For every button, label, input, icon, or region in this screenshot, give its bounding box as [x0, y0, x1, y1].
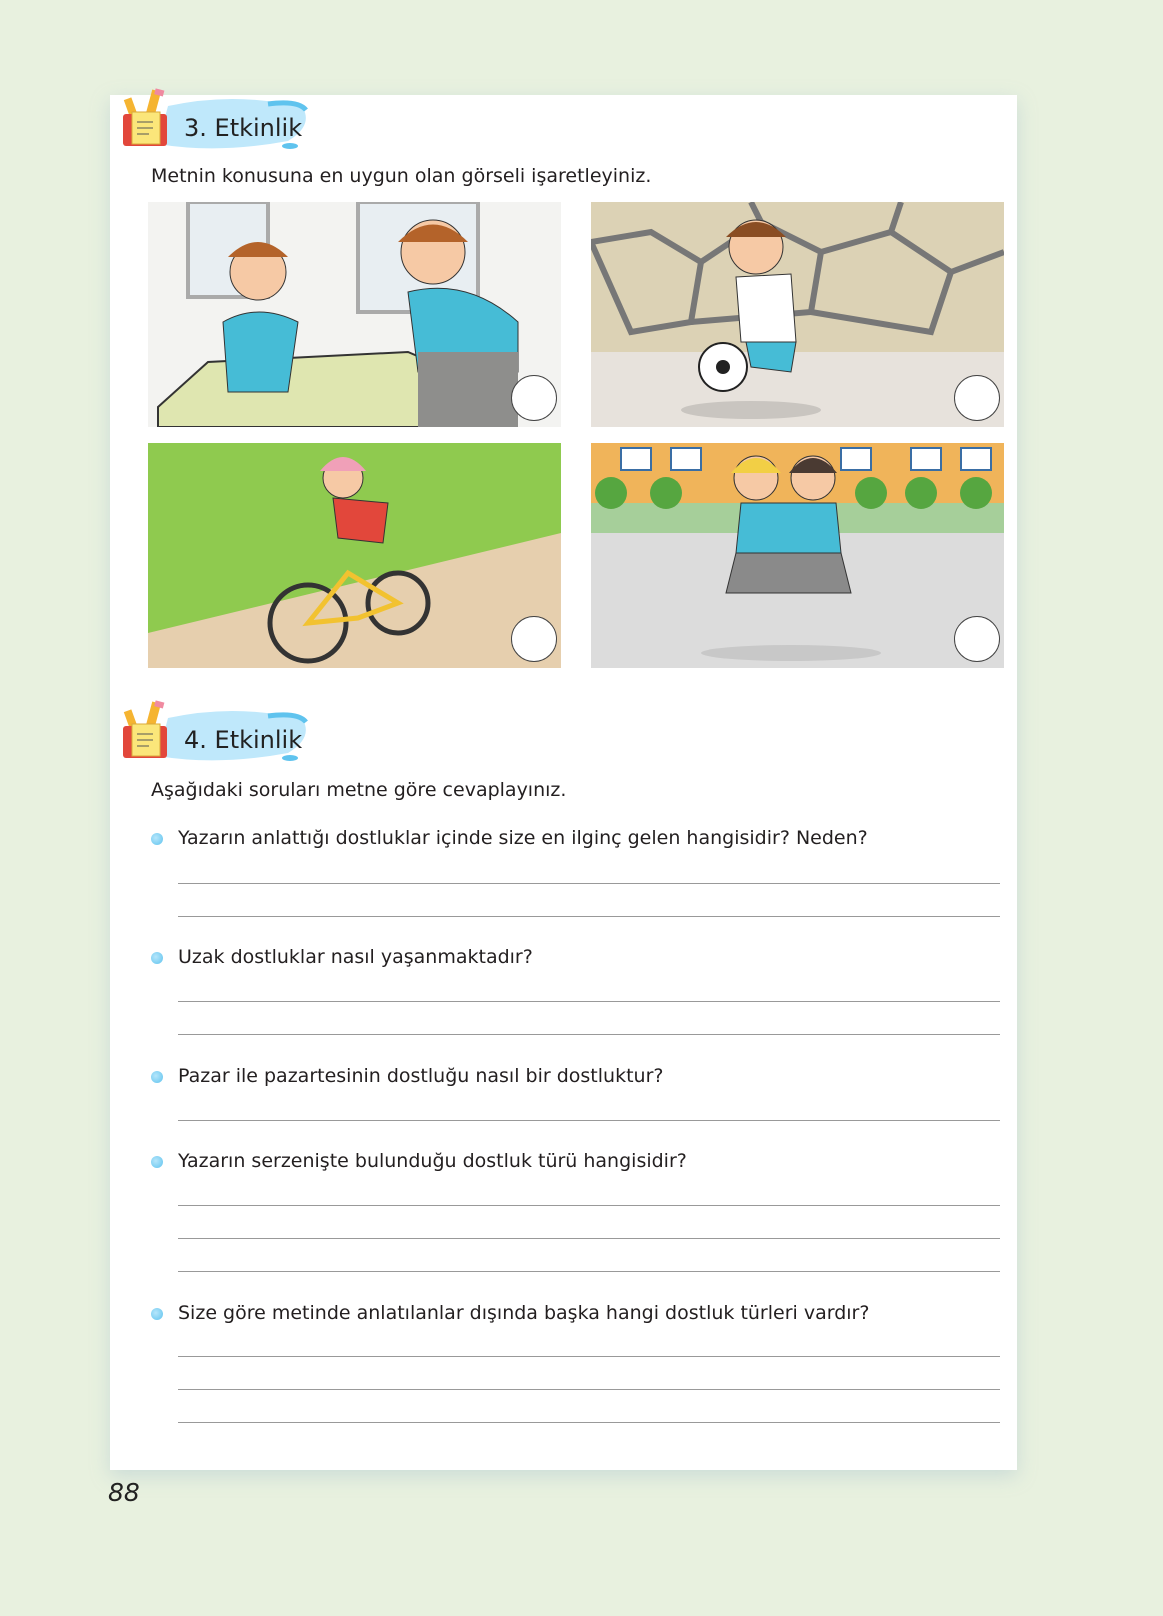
answer-line[interactable]	[178, 1271, 1000, 1272]
bullet-icon	[151, 1308, 163, 1320]
activity-3-instruction: Metnin konusuna en uygun olan görseli işaretleyiniz.	[151, 165, 652, 187]
answer-line[interactable]	[178, 1356, 1000, 1357]
answer-line[interactable]	[178, 1238, 1000, 1239]
question-3	[151, 1065, 663, 1087]
answer-line[interactable]	[178, 883, 1000, 884]
select-circle[interactable]	[954, 375, 1000, 421]
two-girls-friends-school-image	[591, 443, 1004, 668]
answer-line[interactable]	[178, 1389, 1000, 1390]
question-text: Size göre metinde anlatılanlar dışında başka hangi dostluk türleri vardır?	[178, 1302, 870, 1324]
option-image-boy-football[interactable]	[591, 202, 1004, 427]
boy-playing-football-image	[591, 202, 1004, 427]
option-image-girl-bicycle[interactable]	[148, 443, 561, 668]
answer-line[interactable]	[178, 1205, 1000, 1206]
boys-arguing-classroom-image	[148, 202, 561, 427]
answer-line[interactable]	[178, 1120, 1000, 1121]
question-text: Yazarın serzenişte bulunduğu dostluk türü hangisidir?	[178, 1150, 687, 1172]
question-text: Yazarın anlattığı dostluklar içinde size en ilginç gelen hangisidir? Neden?	[178, 827, 868, 849]
select-circle[interactable]	[954, 616, 1000, 662]
activity-4-title: 4. Etkinlik	[184, 726, 303, 754]
answer-line[interactable]	[178, 916, 1000, 917]
activity-3-badge	[118, 86, 318, 156]
answer-line[interactable]	[178, 1422, 1000, 1423]
option-image-boys-arguing[interactable]	[148, 202, 561, 427]
activity-4-instruction: Aşağıdaki soruları metne göre cevaplayınız.	[151, 779, 567, 801]
bullet-icon	[151, 1156, 163, 1168]
activity-3-title: 3. Etkinlik	[184, 114, 303, 142]
page-number: 88	[108, 1478, 140, 1507]
question-text: Uzak dostluklar nasıl yaşanmaktadır?	[178, 946, 533, 968]
bullet-icon	[151, 1071, 163, 1083]
option-image-two-girls[interactable]	[591, 443, 1004, 668]
bullet-icon	[151, 833, 163, 845]
question-4	[151, 1150, 687, 1172]
question-1	[151, 827, 868, 849]
answer-line[interactable]	[178, 1001, 1000, 1002]
select-circle[interactable]	[511, 375, 557, 421]
select-circle[interactable]	[511, 616, 557, 662]
question-5	[151, 1302, 869, 1324]
question-2	[151, 946, 533, 968]
question-text: Pazar ile pazartesinin dostluğu nasıl bir dostluktur?	[178, 1065, 664, 1087]
answer-line[interactable]	[178, 1034, 1000, 1035]
girl-riding-bicycle-image	[148, 443, 561, 668]
bullet-icon	[151, 952, 163, 964]
activity-4-badge	[118, 698, 318, 768]
